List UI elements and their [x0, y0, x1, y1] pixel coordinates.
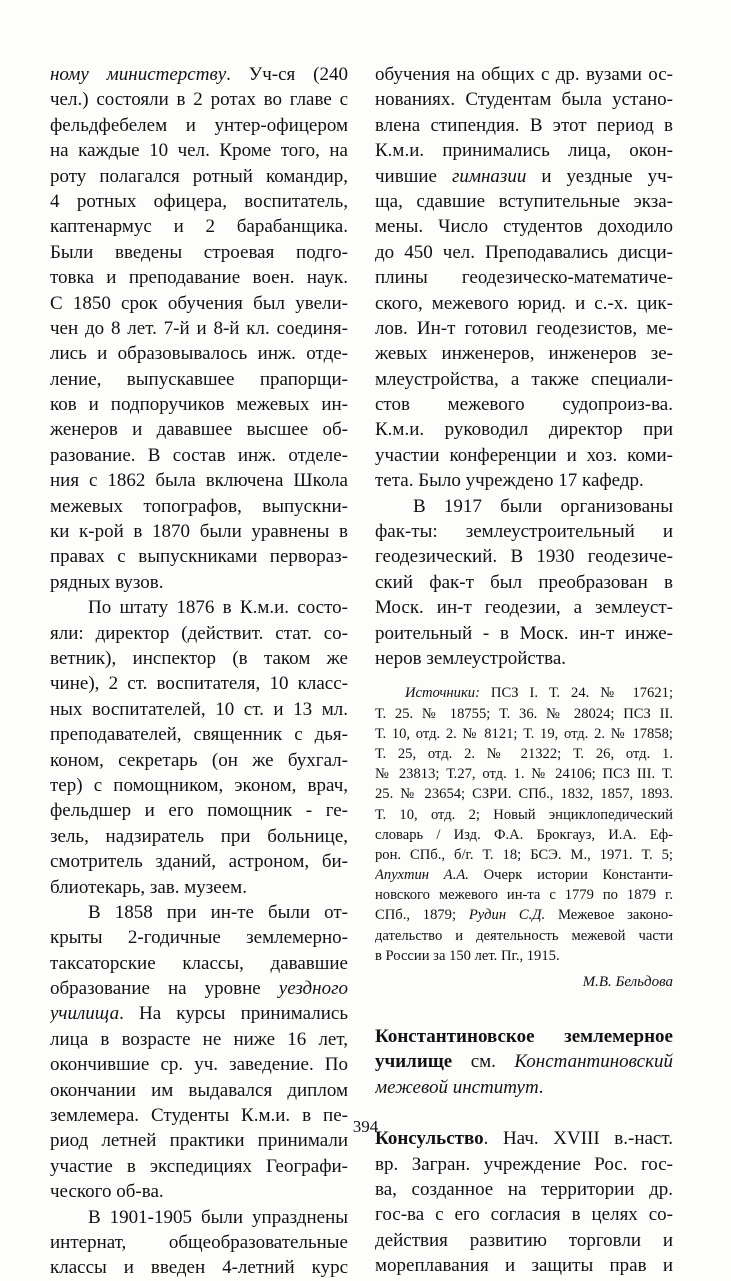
line-text: чен до 8 лет. 7-й и 8-й кл. соединя- — [50, 317, 348, 339]
text-line — [375, 189, 673, 214]
text-line — [375, 764, 673, 784]
text-line — [50, 138, 348, 163]
text-line — [50, 849, 348, 874]
line-text: ща, сдавшие вступительные экза- — [375, 190, 673, 212]
text-line — [375, 885, 673, 905]
line-text: таксаторские классы, дававшие — [50, 952, 348, 974]
line-text: К.м.и. принимались лица, окон- — [375, 140, 673, 162]
text-line — [50, 367, 348, 392]
text-line — [50, 1255, 348, 1280]
line-text: риод летней практики принимали — [50, 1130, 348, 1152]
line-text: гос-ва с его согласия в целях со- — [375, 1204, 673, 1226]
text-line — [375, 214, 673, 239]
line-text: межевых топографов, выпускни- — [50, 495, 348, 517]
text-line — [50, 824, 348, 849]
text-line — [50, 417, 348, 442]
text-line — [50, 697, 348, 722]
line-text: на каждые 10 чел. Кроме того, на — [50, 140, 348, 162]
text-line — [375, 341, 673, 366]
text-line — [50, 748, 348, 773]
text-line — [375, 845, 673, 865]
text-line — [50, 113, 348, 138]
text-line — [375, 1177, 673, 1202]
text-line — [50, 1205, 348, 1230]
line-text: интернат, общеобразовательные — [50, 1231, 348, 1253]
text-line — [50, 900, 348, 925]
line-text: участие в экспедициях Географи- — [50, 1155, 348, 1177]
line-text: лись и образовывалось инж. отде- — [50, 343, 348, 365]
line-text: № 23813; Т.27, отд. 1. № 24106; ПСЗ III. Т. — [375, 766, 673, 783]
text-line — [50, 646, 348, 671]
text-line — [375, 443, 673, 468]
line-text: дательство и деятельность межевой части — [375, 927, 673, 944]
line-text: яли: директор (действит. стат. со- — [50, 622, 348, 644]
line-text: участии конференции и хоз. коми- — [375, 444, 673, 466]
line-text: В 1901-1905 были упразднены — [88, 1206, 348, 1228]
text-line — [375, 1228, 673, 1253]
line-text: влена стипендия. В этот период в — [375, 114, 673, 136]
line-text: чине), 2 ст. воспитателя, 10 класс- — [50, 673, 348, 695]
line-text: ния с 1862 была включена Школа — [50, 470, 348, 492]
text-line — [50, 494, 348, 519]
line-text: коном, секретарь (он же бухгал- — [50, 749, 348, 771]
line-text: фак-ты: землеустроительный и — [375, 521, 673, 543]
text-line — [50, 1052, 348, 1077]
text-line — [50, 87, 348, 112]
text-line — [50, 773, 348, 798]
line-text: обучения на общих с др. вузами ос- — [375, 64, 673, 85]
text-line — [50, 722, 348, 747]
line-text: ческого об-ва. — [50, 1181, 164, 1203]
line-text: окончившие ср. уч. заведение. По — [50, 1054, 348, 1076]
text-line — [375, 621, 673, 646]
text-line — [375, 905, 673, 925]
text-line — [50, 544, 348, 569]
text-line — [50, 341, 348, 366]
text-line — [50, 798, 348, 823]
italic-text: училища — [50, 1003, 120, 1025]
line-text: В 1858 при ин-те были от- — [88, 901, 348, 923]
line-text: мены. Число студентов доходило — [375, 216, 673, 238]
text-line — [375, 1024, 673, 1049]
text-line — [50, 240, 348, 265]
line-text: до 450 чел. Преподавались дисци- — [375, 241, 673, 263]
line-text: неров землеустройства. — [375, 647, 567, 669]
text-line — [375, 113, 673, 138]
text-line — [50, 1179, 348, 1204]
text-line — [375, 392, 673, 417]
line-text: Т. 10, отд. 2; Новый энциклопедический — [375, 806, 673, 823]
text-line — [375, 164, 673, 189]
line-text: классы и введен 4-летний курс — [50, 1257, 348, 1279]
line-text: ков и подпоручиков межевых ин- — [50, 394, 348, 416]
line-text: чел.) состояли в 2 ротах во главе с — [50, 89, 348, 111]
line-text: нованиях. Студентам была устано- — [375, 89, 673, 111]
italic-text: Рудин С.Д. — [468, 907, 546, 924]
text-line — [50, 671, 348, 696]
line-text: крыты 2-годичные землемерно- — [50, 927, 348, 949]
line-text: ных воспитателей, 10 ст. и 13 мл. — [50, 698, 348, 720]
italic-text: Константиновский — [514, 1051, 673, 1073]
text-line — [50, 951, 348, 976]
line-text: СПб., 1879; — [375, 907, 469, 924]
text-line — [375, 417, 673, 442]
line-text: лов. Ин-т готовил геодезистов, ме- — [375, 317, 673, 339]
line-text: млеустройства, а также специали- — [375, 368, 673, 390]
text-line — [375, 724, 673, 744]
line-text: Т. 25. № 18755; Т. 36. № 28024; ПСЗ II. — [375, 705, 673, 722]
line-text: фельдшер и его помощник - ге- — [50, 800, 348, 822]
line-text: чившие — [375, 165, 452, 187]
line-text: лица в возрасте не ниже 16 лет, — [50, 1028, 348, 1050]
line-text: словарь / Изд. Ф.А. Брокгауз, И.А. Еф- — [375, 826, 673, 843]
text-line — [375, 1049, 673, 1074]
text-line — [375, 865, 673, 885]
bold-term: училище — [375, 1051, 453, 1073]
text-line — [50, 519, 348, 544]
line-text: преподавателей, священник с дья- — [50, 724, 348, 746]
italic-text: межевой институт — [375, 1076, 539, 1098]
line-text: . На курсы принимались — [119, 1003, 348, 1025]
text-line — [50, 189, 348, 214]
text-line — [375, 595, 673, 620]
text-line — [50, 392, 348, 417]
line-text: в России за 150 лет. Пг., 1915. — [375, 947, 560, 964]
line-text: ки к-рой в 1870 были уравнены в — [50, 521, 348, 543]
line-text: фельдфебелем и унтер-офицером — [50, 114, 348, 136]
text-line — [375, 494, 673, 519]
line-text: вр. Загран. учреждение Рос. гос- — [375, 1153, 673, 1175]
line-text: и уездные уч- — [526, 165, 673, 187]
italic-text: Источники: — [405, 685, 480, 702]
text-line — [375, 87, 673, 112]
line-text: . — [538, 1076, 544, 1098]
line-text: рядных вузов. — [50, 571, 164, 593]
line-text: Т. 10, отд. 2. № 8121; Т. 19, отд. 2. № 17858; — [375, 725, 673, 742]
line-text: геодезический. В 1930 геодезиче- — [375, 546, 673, 568]
text-line — [375, 1075, 673, 1100]
line-text: окончании им выдавался диплом — [50, 1079, 348, 1101]
text-line — [50, 62, 348, 87]
text-line — [50, 595, 348, 620]
text-line — [50, 265, 348, 290]
article-author: М.В. Бельдова — [582, 974, 673, 990]
line-text: ление, выпускавшее прапорщи- — [50, 368, 348, 390]
text-line — [375, 946, 673, 966]
line-text: ПСЗ I. Т. 24. № 17621; — [479, 685, 673, 702]
text-line — [50, 925, 348, 950]
text-line — [375, 704, 673, 724]
text-line — [375, 784, 673, 804]
text-line — [50, 1154, 348, 1179]
line-text: рон. СПб., б/г. Т. 18; БСЭ. М., 1971. Т. 5; — [375, 846, 673, 863]
text-line — [375, 926, 673, 946]
page-number: 394 — [352, 1117, 379, 1136]
text-line — [50, 468, 348, 493]
line-text: землемера. Студенты К.м.и. в пе- — [50, 1105, 348, 1127]
line-text: 25. № 23654; СЗРИ. СПб., 1832, 1857, 1893. — [375, 786, 673, 803]
text-line — [50, 976, 348, 1001]
line-text: плины геодезическо-математиче- — [375, 267, 673, 289]
line-text: С 1850 срок обучения был увели- — [50, 292, 348, 314]
line-text: ский фак-т был преобразован в — [375, 571, 673, 593]
line-text: см. — [452, 1051, 515, 1073]
line-text: Межевое законо- — [545, 907, 673, 924]
line-text: тер) с помощником, эконом, врач, — [50, 774, 348, 796]
line-text: каптенармус и 2 барабанщика. — [50, 216, 348, 238]
line-text: роту полагался ротный командир, — [50, 165, 348, 187]
text-line — [375, 805, 673, 825]
line-text: женеров и дававшее высшее об- — [50, 419, 348, 441]
text-line — [50, 316, 348, 341]
text-line — [375, 744, 673, 764]
line-text: разование. В состав инж. отделе- — [50, 444, 348, 466]
line-text: действия развитию торговли и — [375, 1229, 673, 1251]
line-text: смотритель зданий, астроном, би- — [50, 851, 348, 873]
text-line — [375, 316, 673, 341]
italic-text: ному министерству — [50, 64, 227, 85]
text-line — [50, 621, 348, 646]
line-text: По штату 1876 в К.м.и. состо- — [88, 597, 348, 619]
line-text: мореплавания и защиты прав и — [375, 1255, 673, 1277]
text-line — [375, 291, 673, 316]
italic-text: уездного — [278, 978, 348, 1000]
line-text: ского, межевого юрид. и с.-х. цик- — [375, 292, 673, 314]
line-text: зель, надзиратель при больнице, — [50, 825, 348, 847]
text-line — [375, 646, 673, 671]
line-text: ветник), инспектор (в таком же — [50, 647, 348, 669]
line-text: товка и преподавание воен. наук. — [50, 267, 348, 289]
text-line — [50, 1001, 348, 1026]
text-line — [50, 1027, 348, 1052]
line-text: Очерк истории Константи- — [468, 867, 673, 884]
text-line — [375, 468, 673, 493]
text-line — [375, 367, 673, 392]
line-text: Были введены строевая подго- — [50, 241, 348, 263]
line-text: правах с выпускниками перворaз- — [50, 546, 348, 568]
line-text: тета. Было учреждено 17 кафедр. — [375, 470, 644, 492]
text-line — [375, 138, 673, 163]
text-line — [50, 214, 348, 239]
line-text: . Нач. XVIII в.-наст. — [483, 1128, 673, 1150]
right-column — [375, 62, 673, 1279]
text-line — [50, 1078, 348, 1103]
line-text: Т. 25, отд. 2. № 21322; Т. 26, отд. 1. — [375, 745, 673, 762]
line-text: 4 ротных офицера, воспитатель, — [50, 190, 348, 212]
bold-term: Консульство — [375, 1128, 484, 1150]
line-text: новского межевого ин-та с 1779 по 1879 г. — [375, 887, 673, 904]
text-line — [375, 240, 673, 265]
italic-text: Апухтин А.А. — [375, 867, 469, 884]
text-line — [375, 825, 673, 845]
line-text: блиотекарь, зав. музеем. — [50, 876, 247, 898]
bold-term: Константиновское землемерное — [375, 1026, 673, 1047]
line-text: стов межевого судопроиз-ва. — [375, 394, 673, 416]
line-text: жевых инженеров, инженеров зе- — [375, 343, 673, 365]
text-line — [375, 683, 673, 703]
line-text: роительный - в Моск. ин-т инже- — [375, 622, 673, 644]
line-text: ва, созданное на территории др. — [375, 1178, 673, 1200]
line-text: образование на уровне — [50, 978, 279, 1000]
text-line — [375, 519, 673, 544]
text-line — [375, 1253, 673, 1278]
italic-text: гимназии — [451, 165, 527, 187]
text-line — [50, 291, 348, 316]
line-text: Моск. ин-т геодезии, а землеуст- — [375, 597, 673, 619]
text-line — [375, 62, 673, 87]
text-line — [375, 1202, 673, 1227]
text-line — [50, 570, 348, 595]
line-text: К.м.и. руководил директор при — [375, 419, 673, 441]
text-line — [375, 570, 673, 595]
text-line — [50, 164, 348, 189]
left-column — [50, 62, 348, 1281]
text-line — [50, 875, 348, 900]
text-line — [375, 265, 673, 290]
line-text: В 1917 были организованы — [413, 495, 673, 517]
text-line — [375, 544, 673, 569]
line-text: . Уч-ся (240 — [226, 64, 348, 85]
text-line — [375, 1152, 673, 1177]
text-line — [50, 443, 348, 468]
text-line — [50, 1230, 348, 1255]
